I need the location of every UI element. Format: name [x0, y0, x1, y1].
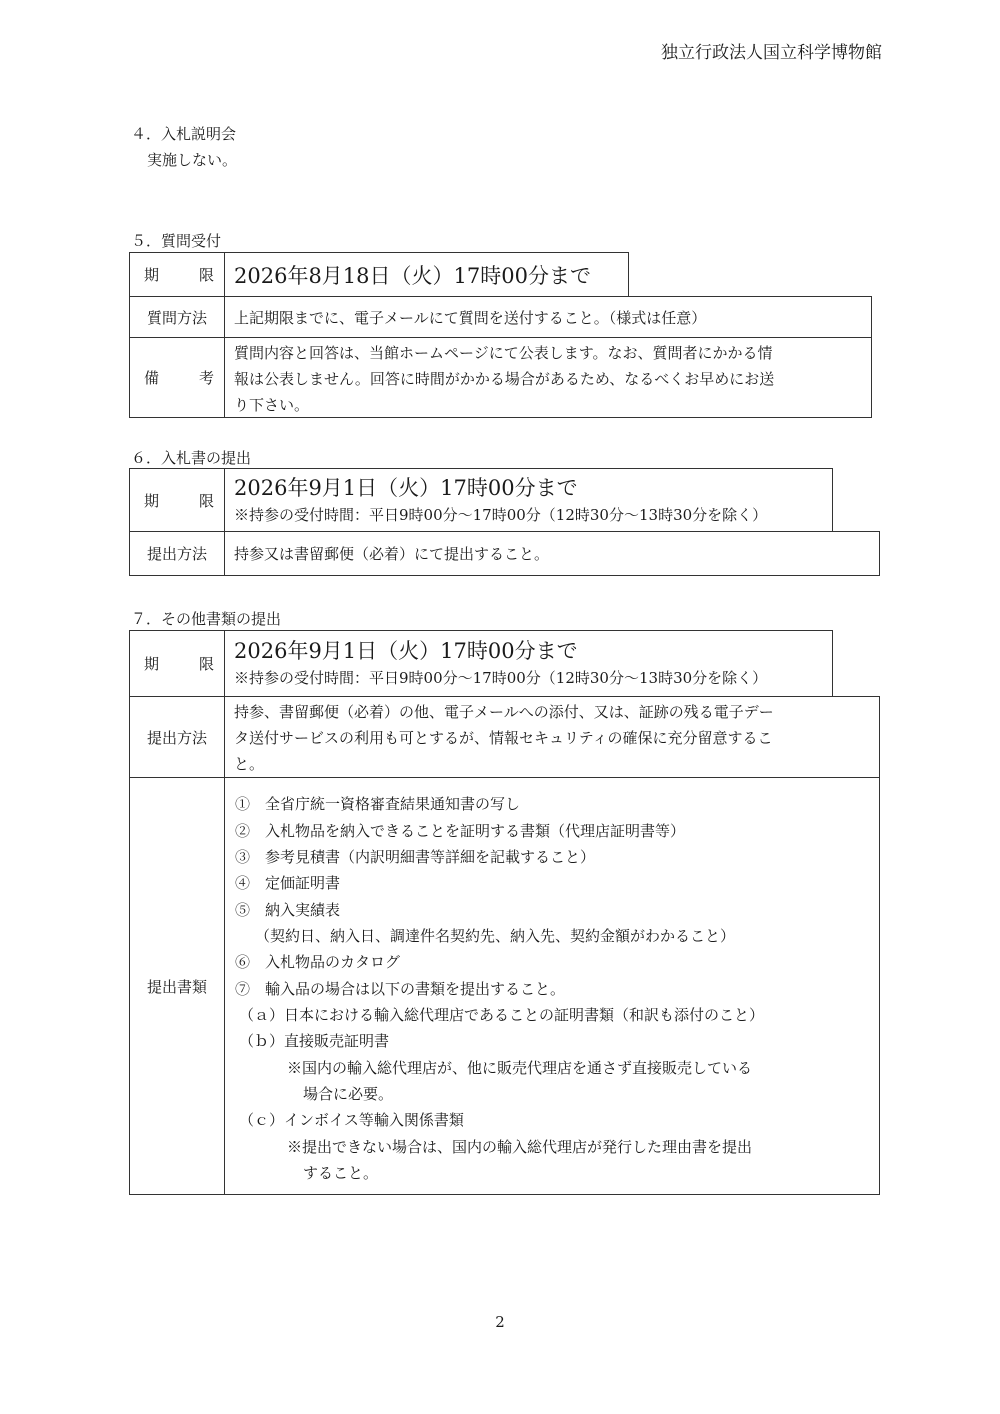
doc-item: ① 全省庁統一資格審査結果通知書の写し: [235, 795, 521, 813]
sec7-deadline-label: 期 限: [129, 630, 225, 697]
sec6-deadline-value: 2026年9月1日（火）17時00分まで ※持参の受付時間：平日9時00分～17時00分（12時30分～13時30分を除く）: [224, 468, 833, 532]
doc-item: 場合に必要。: [303, 1085, 394, 1103]
doc-item: ⑤ 納入実績表: [235, 901, 341, 919]
sec6-method-label: 提出方法: [129, 531, 225, 576]
doc-item: （契約日、納入日、調達件名契約先、納入先、契約金額がわかること）: [255, 927, 736, 945]
sec5-notes-label: 備 考: [129, 337, 225, 418]
sec5-method-label: 質問方法: [129, 296, 225, 338]
sec5-deadline-value: 2026年8月18日（火）17時00分まで: [224, 252, 629, 297]
doc-item: （ｂ）直接販売証明書: [239, 1032, 390, 1050]
sec7-docs-value: [224, 777, 880, 1195]
doc-item: すること。: [303, 1164, 379, 1182]
doc-item: （ｃ）インボイス等輸入関係書類: [239, 1111, 464, 1129]
doc-item: （ａ）日本における輸入総代理店であることの証明書類（和訳も添付のこと）: [239, 1006, 765, 1024]
doc-item: ⑥ 入札物品のカタログ: [235, 953, 401, 971]
sec6-deadline-label: 期 限: [129, 468, 225, 532]
page-number: 2: [495, 1313, 505, 1331]
sec7-docs-label: 提出書類: [129, 777, 225, 1195]
sec5-notes-value: 質問内容と回答は、当館ホームページにて公表します。なお、質問者にかかる情 報は公表しません。回答に時間がかかる場合があるため、なるべくお早めにお送 り下さい。: [224, 337, 872, 418]
sec7-method-value: 持参、書留郵便（必着）の他、電子メールへの添付、又は、証跡の残る電子デー タ送付サービスの利用も可とするが、情報セキュリティの確保に充分留意するこ と。: [224, 696, 880, 778]
sec5-deadline-label: 期 限: [129, 252, 225, 297]
section-6-title: ６．入札書の提出: [131, 449, 252, 467]
doc-item: ③ 参考見積書（内訳明細書等詳細を記載すること）: [235, 848, 596, 866]
sec7-method-label: 提出方法: [129, 696, 225, 778]
section-5-title: ５．質問受付: [131, 232, 222, 250]
sec6-method-value: 持参又は書留郵便（必着）にて提出すること。: [224, 531, 880, 576]
doc-item: ② 入札物品を納入できることを証明する書類（代理店証明書等）: [235, 822, 686, 840]
doc-item: ⑦ 輸入品の場合は以下の書類を提出すること。: [235, 980, 566, 998]
section-7-title: ７．その他書類の提出: [131, 610, 282, 628]
sec7-deadline-value: 2026年9月1日（火）17時00分まで ※持参の受付時間：平日9時00分～17時00分（12時30分～13時30分を除く）: [224, 630, 833, 697]
doc-item: ※国内の輸入総代理店が、他に販売代理店を通さず直接販売している: [287, 1059, 753, 1077]
sec5-method-value: 上記期限までに、電子メールにて質問を送付すること。（様式は任意）: [224, 296, 872, 338]
section-4-body: 実施しない。: [147, 151, 238, 169]
section-4-title: ４．入札説明会: [131, 125, 237, 143]
doc-item: ※提出できない場合は、国内の輸入総代理店が発行した理由書を提出: [287, 1138, 753, 1156]
doc-item: ④ 定価証明書: [235, 874, 341, 892]
organization-name: 独立行政法人国立科学博物館: [661, 43, 882, 63]
